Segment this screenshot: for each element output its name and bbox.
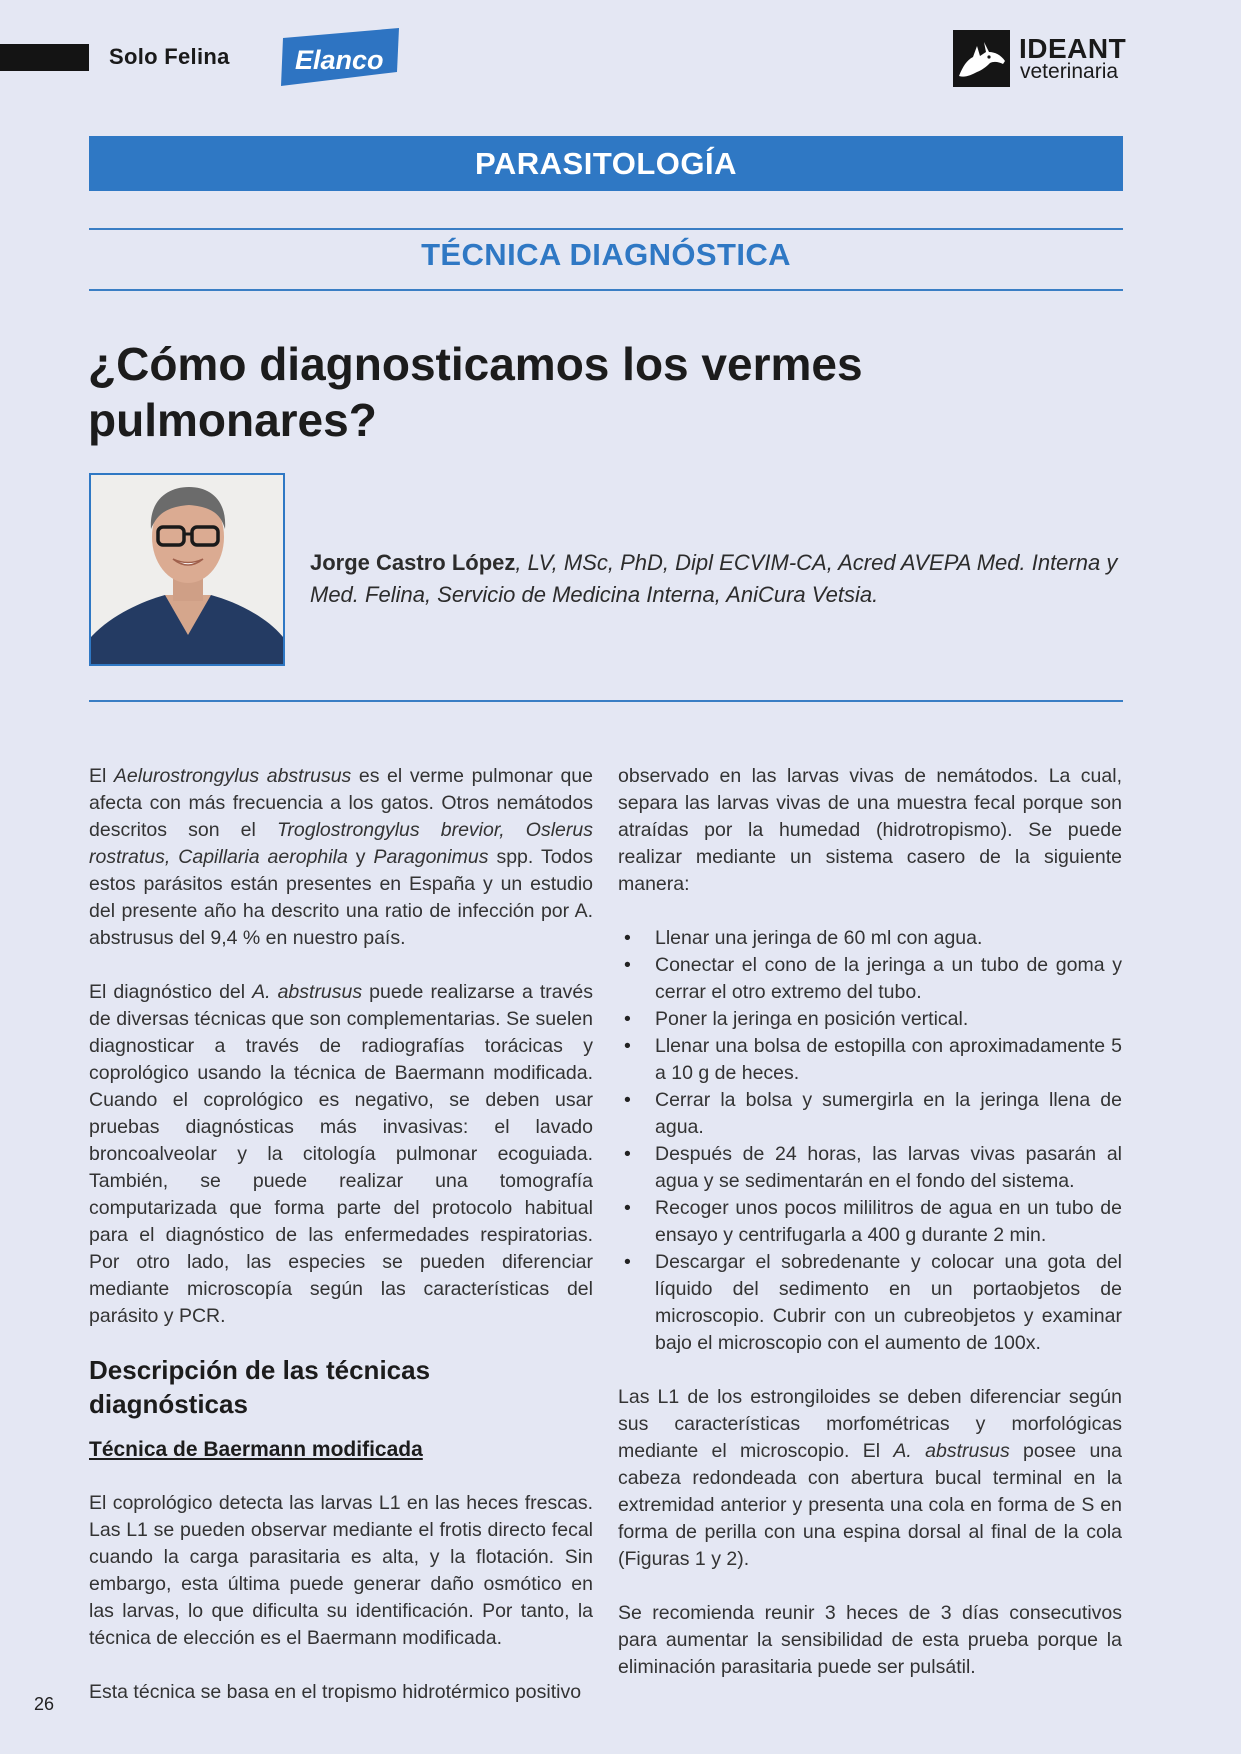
paragraph-recommendation: Se recomienda reunir 3 heces de 3 días consecutivos para aumentar la sensibilidad de esta prueba porque la eliminación parasitaria puede ser pulsátil. bbox=[618, 1602, 1122, 1678]
paragraph-morphology: Las L1 de los estrongiloides se deben diferenciar según sus características morfométricas y morfológicas mediante el microscopio. El A. abstrusus posee una cabeza redondeada con abertura bucal terminal en la extremidad anterior y presenta una cola en forma de S en forma de perilla con una espina dorsal al final de la cola (Figuras 1 y 2). bbox=[618, 1386, 1122, 1570]
divider-author bbox=[89, 700, 1123, 702]
article-column-right bbox=[618, 763, 1122, 1681]
list-item: • Poner la jeringa en posición vertical. bbox=[618, 1006, 1122, 1033]
list-item: • Conectar el cono de la jeringa a un tubo de goma y cerrar el otro extremo del tubo. bbox=[618, 952, 1122, 1006]
author-photo bbox=[89, 473, 285, 666]
divider-bottom bbox=[89, 289, 1123, 291]
section-banner: PARASITOLOGÍA bbox=[89, 136, 1123, 191]
elanco-logo bbox=[281, 28, 401, 86]
subsection-heading: Técnica de Baermann modificada bbox=[89, 1438, 423, 1461]
paragraph-coprologico: El coprológico detecta las larvas L1 en las heces frescas. Las L1 se pueden observar mediante el frotis directo fecal cuando la carga parasitaria es alta, y la flotación. Sin embargo, esta última puede generar daño osmótico en las larvas, lo que dificulta su identificación. Por tanto, la técnica de elección es el Baermann modificada. bbox=[89, 1492, 593, 1649]
procedure-steps-list bbox=[618, 925, 1122, 1357]
paragraph-tecnica: Esta técnica se basa en el tropismo hidrotérmico positivo bbox=[89, 1681, 582, 1703]
author-credentials: , LV, MSc, PhD, Dipl ECVIM-CA, Acred AVEPA Med. Interna y Med. Felina, Servicio de Medicina Interna, AniCura Vetsia. bbox=[310, 550, 1118, 607]
ideant-logo bbox=[953, 30, 1127, 88]
subsection-title: TÉCNICA DIAGNÓSTICA bbox=[421, 237, 791, 272]
author-portrait-image bbox=[91, 475, 283, 664]
ideant-name: IDEANT bbox=[1019, 33, 1127, 64]
elanco-logo-text: Elanco bbox=[295, 45, 384, 75]
publication-name: Solo Felina bbox=[109, 44, 230, 69]
list-item: • Después de 24 horas, las larvas vivas pasarán al agua y se sedimentarán en el fondo del sistema. bbox=[618, 1141, 1122, 1195]
ideant-hand-shadow-dog-logo bbox=[953, 30, 1010, 87]
header-black-bar bbox=[0, 44, 89, 71]
ideant-subtitle: veterinaria bbox=[1020, 60, 1119, 83]
list-item: • Cerrar la bolsa y sumergirla en la jeringa llena de agua. bbox=[618, 1087, 1122, 1141]
paragraph-intro: El Aelurostrongylus abstrusus es el verme pulmonar que afecta con más frecuencia a los gatos. Otros nemátodos descritos son el Troglostrongylus brevior, Oslerus rostratus, Capillaria aerophila y Paragonimus spp. Todos estos parásitos están presentes en España y un estudio del presente año ha descrito una ratio de infección por A. abstrusus del 9,4 % en nuestro país. bbox=[89, 765, 593, 949]
paragraph-continued: observado en las larvas vivas de nemátodos. La cual, separa las larvas vivas de una muestra fecal porque son atraídas por la humedad (hidrotropismo). Se puede realizar mediante un sistema casero de la siguiente manera: bbox=[618, 765, 1122, 895]
divider-top bbox=[89, 228, 1123, 230]
list-item: • Llenar una bolsa de estopilla con aproximadamente 5 a 10 g de heces. bbox=[618, 1033, 1122, 1087]
article-title: ¿Cómo diagnosticamos los vermes pulmonares? bbox=[88, 338, 863, 446]
author-name: Jorge Castro López bbox=[310, 550, 516, 575]
paragraph-diagnosis: El diagnóstico del A. abstrusus puede realizarse a través de diversas técnicas que son complementarias. Se suelen diagnosticar a través de radiografías torácicas y coprológico usando la técnica de Baermann modificada. Cuando el coprológico es negativo, se deben usar pruebas diagnósticas más invasivas: el lavado broncoalveolar y la citología pulmonar ecoguiada. También, se puede realizar una tomografía computarizada que forma parte del protocolo habitual para el diagnóstico de las enfermedades respiratorias. Por otro lado, las especies se pueden diferenciar mediante microscopía según las características del parásito y PCR. bbox=[89, 981, 593, 1327]
list-item: • Descargar el sobredenante y colocar una gota del líquido del sedimento en un portaobjetos de microscopio. Cubrir con un cubreobjetos y examinar bajo el microscopio con el aumento de 100x. bbox=[618, 1249, 1122, 1357]
page-number: 26 bbox=[34, 1694, 55, 1714]
author-info bbox=[310, 547, 1125, 611]
list-item: • Llenar una jeringa de 60 ml con agua. bbox=[618, 925, 1122, 952]
section-heading: Descripción de las técnicas diagnósticas bbox=[89, 1355, 431, 1419]
list-item: • Recoger unos pocos mililitros de agua en un tubo de ensayo y centrifugarla a 400 g durante 2 min. bbox=[618, 1195, 1122, 1249]
article-column-left bbox=[89, 763, 593, 1706]
